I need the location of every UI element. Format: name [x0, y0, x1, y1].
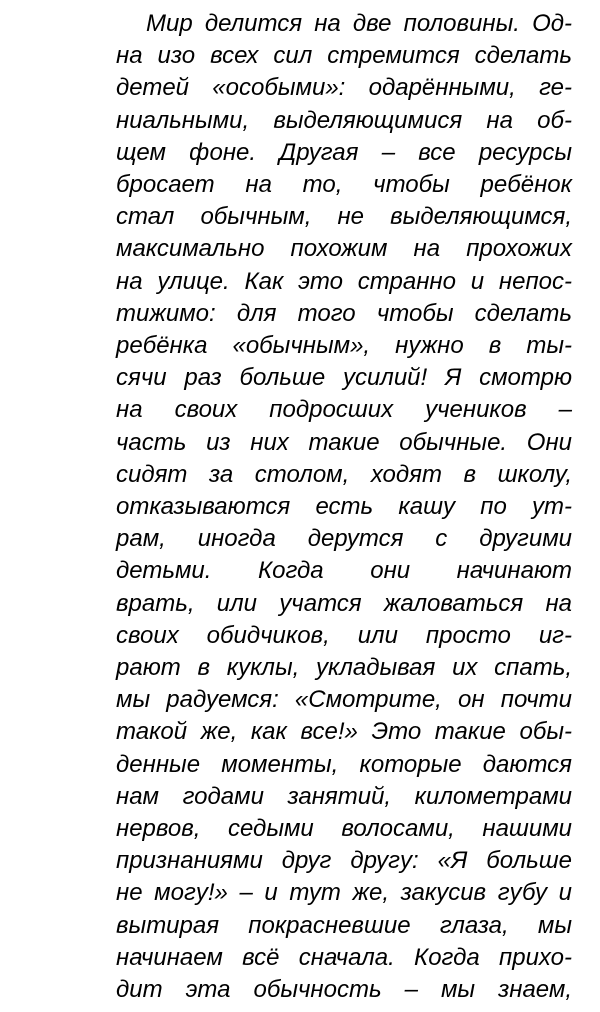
text-line: на улице. Как это странно и непос- — [116, 267, 572, 295]
text-line: такой же, как все!» Это такие обы- — [116, 718, 572, 746]
text-line: вытирая покрасневшие глаза, мы — [116, 911, 572, 939]
text-line: признаниями друг другу: «Я больше — [116, 847, 572, 875]
text-line: ниальными, выделяющимися на об- — [116, 106, 572, 134]
text-line: на своих подросших учеников – — [116, 396, 572, 424]
text-line: детей «особыми»: одарёнными, ге- — [116, 74, 572, 102]
text-line: рам, иногда дерутся с другими — [116, 525, 572, 553]
text-line: дит эта обычность – мы знаем, — [116, 976, 572, 1004]
text-line: денные моменты, которые даются — [116, 750, 572, 778]
text-line: нам годами занятий, километрами — [116, 782, 572, 810]
text-line: ребёнка «обычным», нужно в ты- — [116, 332, 572, 360]
text-line: нервов, седыми волосами, нашими — [116, 815, 572, 843]
text-line: максимально похожим на прохожих — [116, 235, 572, 263]
text-line: рают в куклы, укладывая их спать, — [116, 654, 572, 682]
text-line: мы радуемся: «Смотрите, он почти — [116, 686, 572, 714]
text-line: стал обычным, не выделяющимся, — [116, 203, 572, 231]
text-line: на изо всех сил стремится сделать — [116, 42, 572, 70]
text-line: часть из них такие обычные. Они — [116, 428, 572, 456]
text-line: тижимо: для того чтобы сделать — [116, 299, 572, 327]
text-line: сячи раз больше усилий! Я смотрю — [116, 364, 572, 392]
text-line: не могу!» – и тут же, закусив губу и — [116, 879, 572, 907]
text-line: сидят за столом, ходят в школу, — [116, 460, 572, 488]
text-line: начинаем всё сначала. Когда прихо- — [116, 943, 572, 971]
text-line: отказываются есть кашу по ут- — [116, 493, 572, 521]
text-line: бросает на то, чтобы ребёнок — [116, 171, 572, 199]
paragraph — [116, 8, 572, 1006]
text-line: щем фоне. Другая – все ресурсы — [116, 138, 572, 166]
text-line: своих обидчиков, или просто иг- — [116, 621, 572, 649]
text-line: врать, или учатся жаловаться на — [116, 589, 572, 617]
text-line: Мир делится на две половины. Од- — [146, 10, 572, 37]
text-line: детьми. Когда они начинают — [116, 557, 572, 585]
